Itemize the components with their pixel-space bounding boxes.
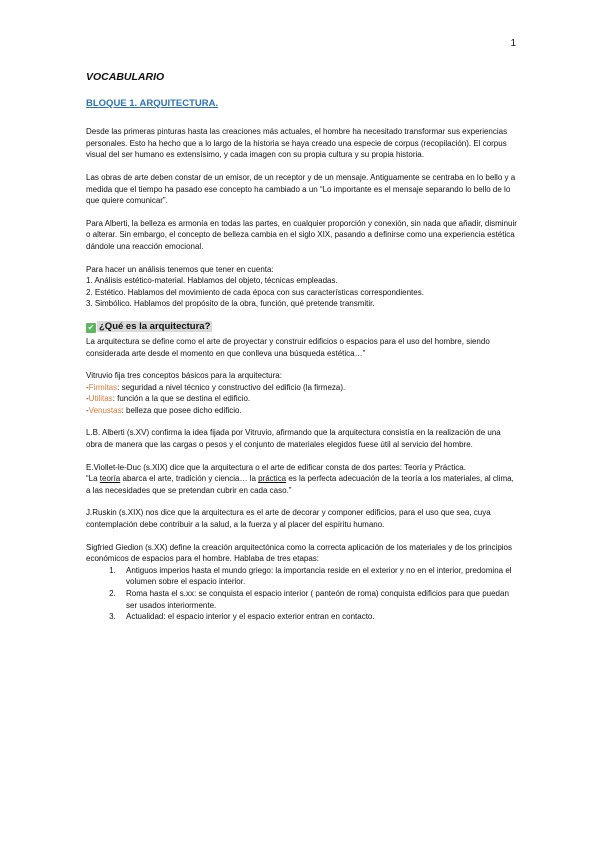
term-teoria: teoría — [99, 474, 121, 484]
dash: - — [86, 405, 89, 415]
viollet-quote — [86, 473, 518, 496]
paragraph-intro: Desde las primeras pinturas hasta las creaciones más actuales, el hombre ha necesitado transformar sus experiencias personales. Esto ha hecho que a lo largo de la historia se haya creado una especie de corpus (recopilación). El corpus visual del ser humano es extensísimo, y cada imagen con su propia cultura y su propia historia. — [86, 127, 508, 160]
term-firmitas: Firmitas — [88, 382, 118, 392]
giedion-stages — [86, 565, 518, 623]
viollet-line: E.Viollet-le-Duc (s.XIX) dice que la arquitectura o el arte de edificar consta de dos partes: Teoría y Práctica. — [86, 462, 466, 472]
paragraph-alberti-xv: L.B. Alberti (s.XV) confirma la idea fijada por Vitruvio, afirmando que la arquitectura consistía en la realización de una obra de manera que las cargas o pesos y el conjunto de materiales elegidos fuese útil al servicio del hombre. — [86, 428, 501, 450]
quote-part: es la perfecta adecuación de la teoría a los materiales, al clima, a las necesidades que se pretendan cubrir en cada caso.” — [86, 474, 514, 495]
vitruvio-list — [86, 370, 518, 416]
term-desc: : seguridad a nivel técnico y constructivo del edificio (la firmeza). — [117, 382, 346, 392]
check-icon: ✔ — [87, 322, 95, 332]
vitruvio-item-venustas — [86, 405, 518, 417]
analysis-intro: Para hacer un análisis tenemos que tener en cuenta: — [86, 264, 274, 274]
viollet-block — [86, 462, 518, 497]
term-practica: práctica — [258, 474, 287, 484]
vitruvio-item-utilitas — [86, 393, 518, 405]
giedion-intro: Sigfried Giedion (s.XX) define la creación arquitectónica como la correcta aplicación de los materiales y de los principios económicos de espacios para el hombre. Hablaba de tres etapas: — [86, 542, 512, 564]
vitruvio-item-firmitas — [86, 382, 518, 394]
dash: - — [86, 394, 89, 404]
paragraph-ruskin: J.Ruskin (s.XIX) nos dice que la arquitectura es el arte de decorar y componer edificios, para el uso que sea, cuya contemplación debe contribuir a la salud, a la fuerza y al placer del espíritu humano. — [86, 508, 491, 530]
giedion-block — [86, 542, 518, 623]
stage-item: 3. Actualidad: el espacio interior y el espacio exterior entran en contacto. — [118, 611, 518, 623]
stage-item: 2. Roma hasta el s.xx: se conquista el espacio interior ( panteón de roma) conquista edificios para que puedan ser usados interiormente. — [118, 588, 518, 611]
paragraph-alberti-beauty: Para Alberti, la belleza es armonía en todas las partes, en cualquier proporción y conexión, sin nada que añadir, disminuir o alterar. Sin embargo, el concepto de belleza cambia en el siglo XIX, pasando a definirse como una experiencia estética dándole una reacción emocional. — [86, 218, 517, 251]
question-heading — [86, 321, 518, 333]
page-number: 1 — [510, 38, 516, 49]
question-text: ¿Qué es la arquitectura? — [99, 320, 211, 332]
term-desc: : belleza que posee dicho edificio. — [121, 405, 242, 415]
quote-part: abarca el arte, tradición y ciencia… la — [120, 474, 259, 484]
stage-item: 1. Antiguos imperios hasta el mundo griego: la importancia reside en el exterior y no en el interior, predomina el volumen sobre el espacio interior. — [118, 565, 518, 588]
term-venustas: Venustas — [88, 405, 122, 415]
term-utilitas: Utilitas — [88, 394, 113, 404]
quote-part: “La — [86, 474, 100, 484]
document-body — [86, 72, 518, 623]
term-desc: : función a la que se destina el edificio. — [112, 394, 251, 404]
document-title: VOCABULARIO — [86, 71, 165, 83]
vitruvio-intro: Vitruvio fija tres conceptos básicos para la arquitectura: — [86, 371, 282, 381]
analysis-item: 2. Estético. Hablamos del movimiento de cada época con sus características correspondientes. — [86, 287, 424, 297]
analysis-list — [86, 264, 518, 310]
analysis-item: 3. Simbólico. Hablamos del propósito de la obra, función, qué pretende transmitir. — [86, 299, 375, 309]
paragraph-art-message: Las obras de arte deben constar de un emisor, de un receptor y de un mensaje. Antiguamente se centraba en lo bello y a medida que el tiempo ha pasado ese concepto ha cambiado a un “Lo importante es el mensaje separando lo bello de lo que quiere comunicar”. — [86, 172, 516, 206]
dash: - — [86, 382, 89, 392]
paragraph-architecture-definition: La arquitectura se define como el arte de proyectar y construir edificios o espacios para el uso del hombre, siendo considerada arte desde el momento en que conlleva una búsqueda estética…” — [86, 336, 490, 358]
analysis-item: 1. Análisis estético-material. Hablamos del objeto, técnicas empleadas. — [86, 276, 338, 286]
section-heading: BLOQUE 1. ARQUITECTURA. — [86, 97, 219, 109]
